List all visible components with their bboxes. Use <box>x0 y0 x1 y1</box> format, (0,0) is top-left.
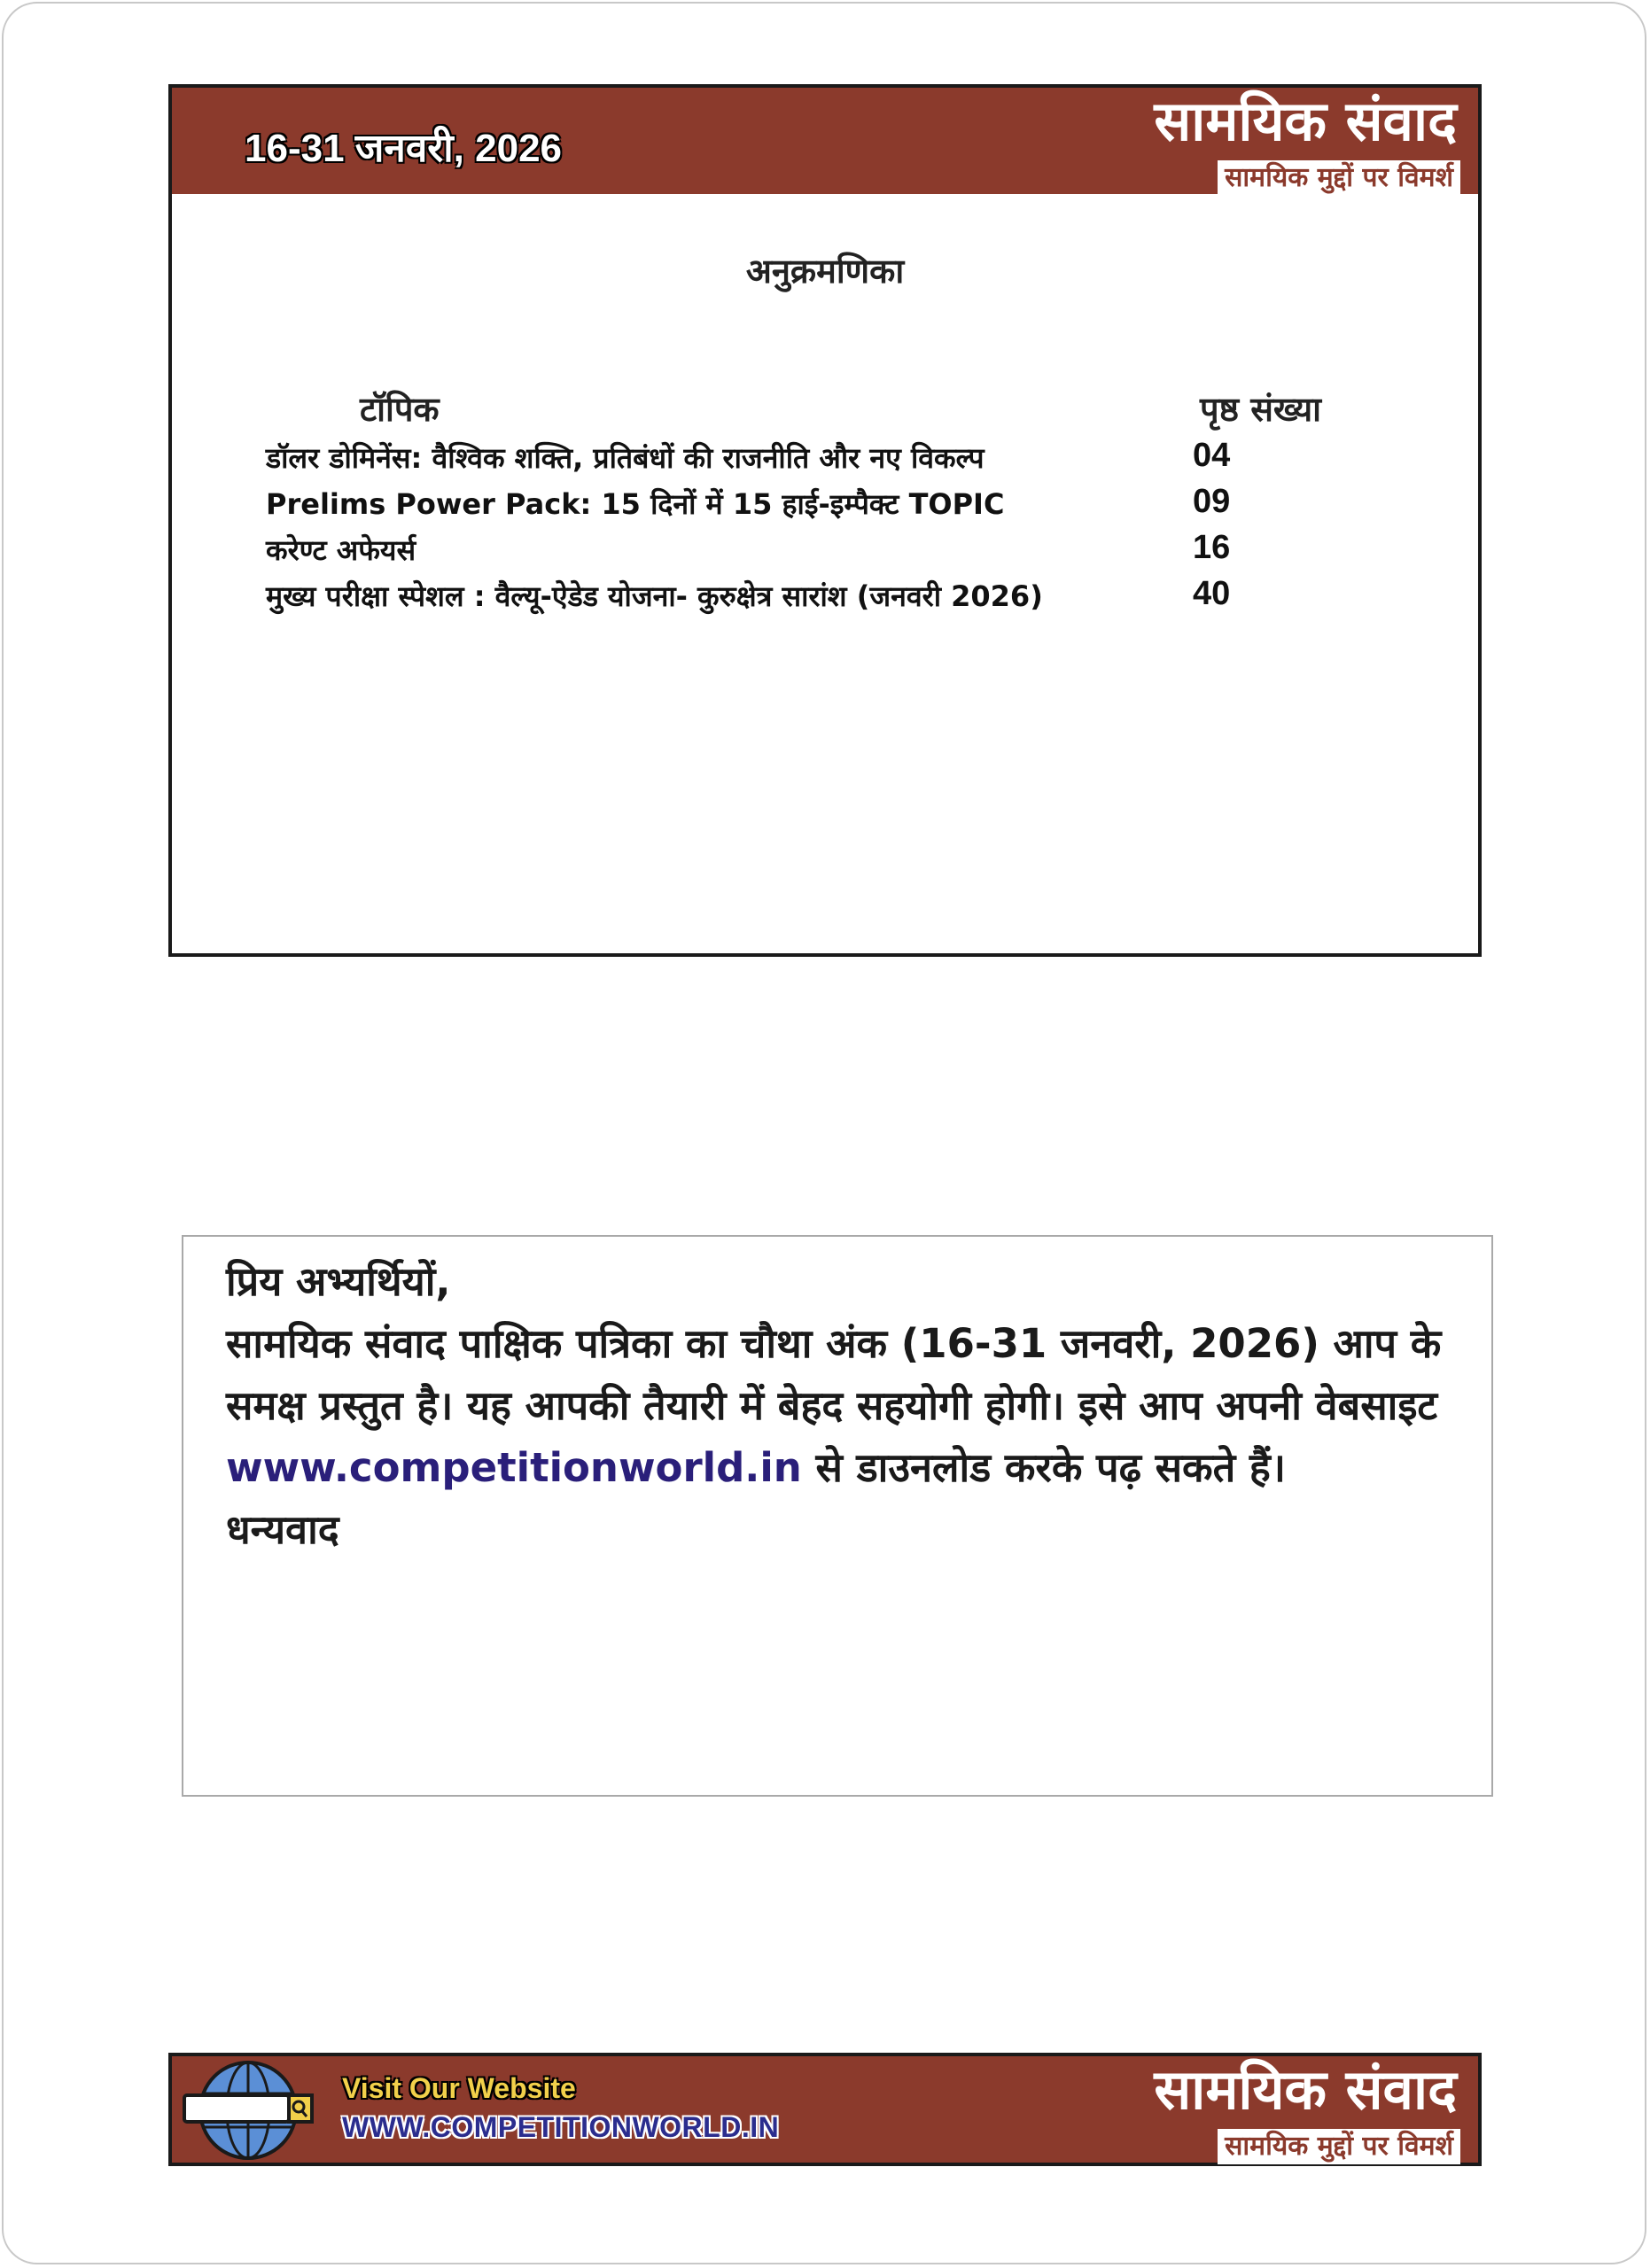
message-text <box>226 1251 1467 1561</box>
message-body <box>226 1313 1467 1499</box>
toc-title: अनुक्रमणिका <box>745 252 905 291</box>
toc-row[interactable] <box>266 439 1382 485</box>
message-body-start: सामयिक संवाद पाक्षिक पत्रिका का चौथा अंक (16-31 जनवरी, 2026) आप के समक्ष प्रस्तुत है। यह आपकी तैयारी में बेहद सहयोगी होगी। इसे आप अपनी वेबसाइट <box>226 1320 1442 1429</box>
footer-website-link[interactable]: WWW.COMPETITIONWORLD.IN <box>342 2111 780 2143</box>
footer-banner <box>168 2053 1482 2166</box>
toc-row-page: 09 <box>1193 483 1231 520</box>
toc-row-page: 04 <box>1193 437 1231 474</box>
brand-title: सामयिक संवाद <box>1154 89 1457 153</box>
toc-row-topic: Prelims Power Pack: 15 दिनों में 15 हाई-इम्पैक्ट TOPIC <box>266 487 1005 521</box>
message-body-end: से डाउनलोड करके पढ़ सकते हैं। <box>801 1444 1286 1491</box>
toc-column-topic: टॉपिक <box>360 390 440 429</box>
header-banner <box>168 84 1482 198</box>
brand-tagline: सामयिक मुद्दों पर विमर्श <box>1218 160 1460 196</box>
website-link[interactable]: www.competitionworld.in <box>226 1444 802 1491</box>
message-greeting: प्रिय अभ्यर्थियों, <box>226 1258 451 1305</box>
toc-row[interactable] <box>266 485 1382 531</box>
toc-row-page: 16 <box>1193 529 1231 566</box>
footer-brand-tagline: सामयिक मुद्दों पर विमर्श <box>1218 2129 1460 2164</box>
toc-row-topic: डॉलर डोमिनेंस: वैश्विक शक्ति, प्रतिबंधों की राजनीति और नए विकल्प <box>266 441 985 475</box>
footer-brand-title: सामयिक संवाद <box>1154 2057 1457 2122</box>
globe-search-icon <box>181 2058 314 2163</box>
message-box <box>182 1235 1493 1797</box>
toc-row-topic: मुख्य परीक्षा स्पेशल : वैल्यू-ऐडेड योजना- कुरुक्षेत्र सारांश (जनवरी 2026) <box>266 579 1043 613</box>
toc-box <box>168 194 1482 957</box>
visit-website-label: Visit Our Website <box>342 2072 576 2104</box>
toc-row[interactable] <box>266 531 1382 577</box>
issue-date: 16-31 जनवरी, 2026 <box>245 127 563 170</box>
toc-column-page: पृष्ठ संख्या <box>1200 390 1321 429</box>
toc-row-page: 40 <box>1193 575 1231 612</box>
toc-row[interactable] <box>266 577 1382 623</box>
toc-row-topic: करेण्ट अफेयर्स <box>266 533 416 567</box>
message-closing: धन्यवाद <box>226 1506 339 1553</box>
